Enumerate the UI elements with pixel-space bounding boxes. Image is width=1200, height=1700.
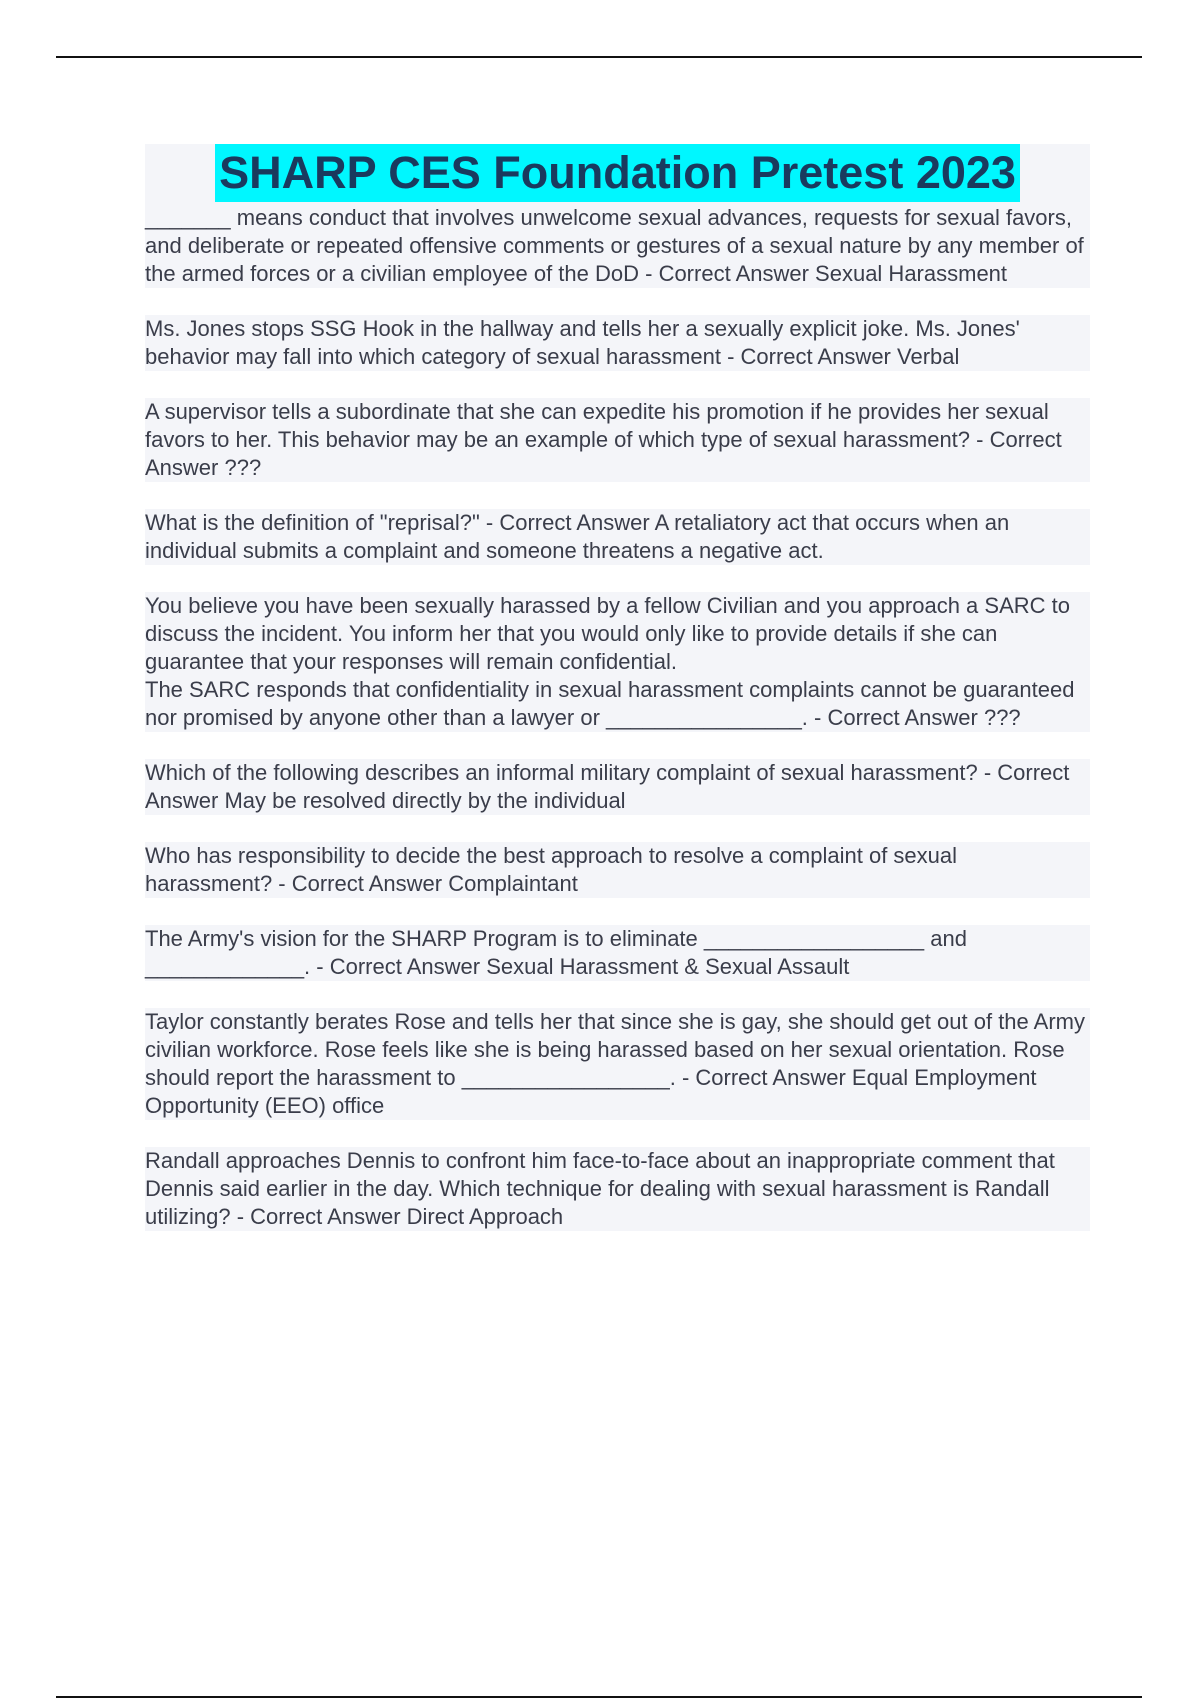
qa-item-2 <box>145 315 1090 371</box>
qa-text: _______ means conduct that involves unwelcome sexual advances, requests for sexual favors, and deliberate or repeated offensive comments or gestures of a sexual nature by any member of the armed forces or a civilian employee of the DoD - Correct Answer Sexual Harassment <box>145 205 1084 286</box>
qa-text: What is the definition of "reprisal?" - Correct Answer A retaliatory act that occurs when an individual submits a complaint and someone threatens a negative act. <box>145 510 1010 563</box>
qa-item-5 <box>145 592 1090 732</box>
qa-text: Who has responsibility to decide the best approach to resolve a complaint of sexual harassment? - Correct Answer Complaintant <box>145 843 958 896</box>
qa-text: You believe you have been sexually harassed by a fellow Civilian and you approach a SARC to discuss the incident. You inform her that you would only like to provide details if she can guarantee that your responses will remain confidential. <box>145 593 1070 674</box>
document-body <box>145 144 1090 1258</box>
qa-item-10 <box>145 1147 1090 1231</box>
title-band <box>145 144 1090 204</box>
qa-item-9 <box>145 1008 1090 1120</box>
qa-text-continued: The SARC responds that confidentiality in sexual harassment complaints cannot be guaranteed nor promised by anyone other than a lawyer or ________________. - Correct Answer ??? <box>145 677 1075 730</box>
qa-item-4 <box>145 509 1090 565</box>
qa-text: Randall approaches Dennis to confront him face-to-face about an inappropriate comment that Dennis said earlier in the day. Which technique for dealing with sexual harassment is Randall utilizing? - Correct Answer Direct Approach <box>145 1148 1055 1229</box>
qa-text: A supervisor tells a subordinate that she can expedite his promotion if he provides her sexual favors to her. This behavior may be an example of which type of sexual harassment? - Correct Answer ??? <box>145 399 1062 480</box>
qa-item-1 <box>145 204 1090 288</box>
qa-text: Ms. Jones stops SSG Hook in the hallway and tells her a sexually explicit joke. Ms. Jones' behavior may fall into which category of sexual harassment - Correct Answer Verbal <box>145 316 1020 369</box>
qa-item-7 <box>145 842 1090 898</box>
qa-item-3 <box>145 398 1090 482</box>
top-rule <box>56 56 1142 58</box>
qa-item-6 <box>145 759 1090 815</box>
qa-item-8 <box>145 925 1090 981</box>
qa-text: Taylor constantly berates Rose and tells her that since she is gay, she should get out of the Army civilian workforce. Rose feels like she is being harassed based on her sexual orientation. Rose should report the harassment to _________________. - Correct Answer Equal Employment Opportunity (EEO) office <box>145 1009 1085 1118</box>
qa-text: Which of the following describes an informal military complaint of sexual harassment? - Correct Answer May be resolved directly by the individual <box>145 760 1070 813</box>
document-title: SHARP CES Foundation Pretest 2023 <box>215 144 1020 202</box>
qa-text: The Army's vision for the SHARP Program is to eliminate __________________ and _____________. - Correct Answer Sexual Harassment & Sexual Assault <box>145 926 967 979</box>
bottom-rule <box>56 1696 1142 1698</box>
